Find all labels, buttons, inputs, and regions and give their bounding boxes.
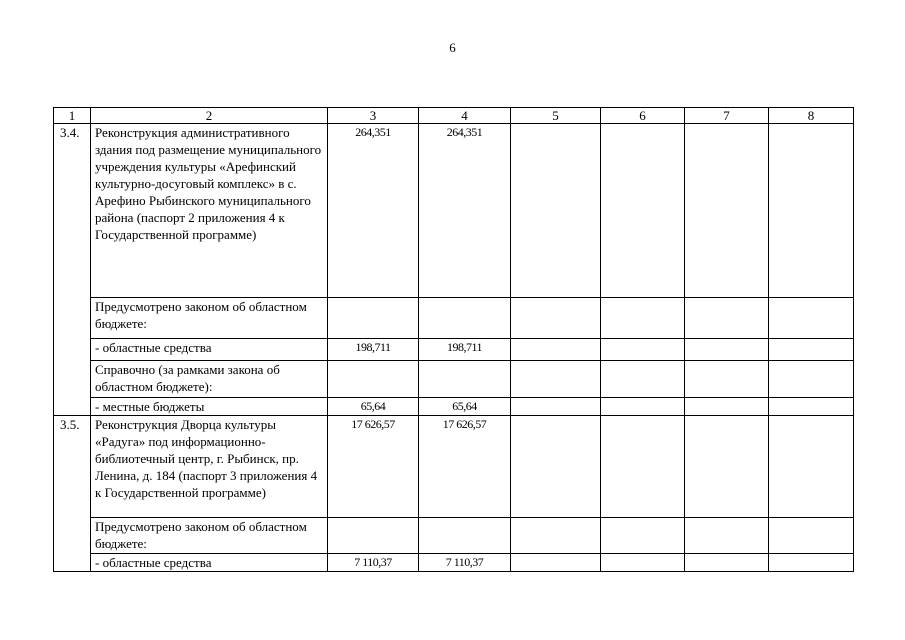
cell-col4: 7 110,37 (419, 554, 511, 572)
cell-col3: 198,711 (328, 339, 419, 361)
cell-col3: 264,351 (328, 124, 419, 298)
row-label: - областные средства (91, 554, 328, 572)
cell-col7 (685, 554, 769, 572)
column-header: 2 (91, 108, 328, 124)
cell-col5 (511, 339, 601, 361)
cell-col7 (685, 124, 769, 298)
cell-col6 (601, 554, 685, 572)
table-row (54, 361, 854, 398)
cell-col5 (511, 361, 601, 398)
cell-col8 (769, 361, 854, 398)
table-row (54, 298, 854, 339)
cell-col5 (511, 518, 601, 554)
row-label: Предусмотрено законом об областном бюджете: (91, 298, 328, 339)
row-label: Предусмотрено законом об областном бюджете: (91, 518, 328, 554)
cell-col6 (601, 398, 685, 416)
column-header: 8 (769, 108, 854, 124)
table-header-row (54, 108, 854, 124)
cell-col3 (328, 361, 419, 398)
row-label: Справочно (за рамками закона об областном бюджете): (91, 361, 328, 398)
row-index: 3.5. (54, 416, 91, 518)
cell-col6 (601, 124, 685, 298)
cell-col7 (685, 361, 769, 398)
row-index (54, 518, 91, 554)
cell-col3: 65,64 (328, 398, 419, 416)
column-header: 4 (419, 108, 511, 124)
row-index (54, 554, 91, 572)
cell-col8 (769, 554, 854, 572)
cell-col3: 7 110,37 (328, 554, 419, 572)
cell-col8 (769, 298, 854, 339)
cell-col7 (685, 398, 769, 416)
cell-col3: 17 626,57 (328, 416, 419, 518)
cell-col6 (601, 416, 685, 518)
column-header: 1 (54, 108, 91, 124)
cell-col3 (328, 298, 419, 339)
cell-col7 (685, 339, 769, 361)
table-row (54, 554, 854, 572)
cell-col6 (601, 361, 685, 398)
cell-col5 (511, 124, 601, 298)
column-header: 5 (511, 108, 601, 124)
cell-col8 (769, 124, 854, 298)
page-number: 6 (449, 40, 456, 55)
cell-col4 (419, 361, 511, 398)
cell-col4 (419, 298, 511, 339)
row-label: Реконструкция административного здания под размещение муниципального учреждения культуры «Арефинский культурно-досуговый комплекс» в с. Арефино Рыбинского муниципального района (паспорт 2 приложения 4 к Государственной программе) (91, 124, 328, 298)
row-label: Реконструкция Дворца культуры «Радуга» под информационно-библиотечный центр, г. Рыбинск, пр. Ленина, д. 184 (паспорт 3 приложения 4 к Государственной программе) (91, 416, 328, 518)
row-index: 3.4. (54, 124, 91, 298)
cell-col4: 17 626,57 (419, 416, 511, 518)
cell-col5 (511, 554, 601, 572)
column-header: 7 (685, 108, 769, 124)
row-label: - областные средства (91, 339, 328, 361)
cell-col6 (601, 339, 685, 361)
table-row (54, 398, 854, 416)
cell-col6 (601, 298, 685, 339)
cell-col4: 198,711 (419, 339, 511, 361)
cell-col5 (511, 298, 601, 339)
cell-col4 (419, 518, 511, 554)
cell-col8 (769, 518, 854, 554)
cell-col8 (769, 398, 854, 416)
cell-col7 (685, 416, 769, 518)
cell-col6 (601, 518, 685, 554)
row-label: - местные бюджеты (91, 398, 328, 416)
column-header: 3 (328, 108, 419, 124)
cell-col8 (769, 416, 854, 518)
cell-col3 (328, 518, 419, 554)
cell-col5 (511, 416, 601, 518)
table-row (54, 339, 854, 361)
column-header: 6 (601, 108, 685, 124)
row-index (54, 298, 91, 339)
cell-col7 (685, 518, 769, 554)
cell-col8 (769, 339, 854, 361)
row-index (54, 361, 91, 398)
cell-col4: 264,351 (419, 124, 511, 298)
cell-col5 (511, 398, 601, 416)
cell-col7 (685, 298, 769, 339)
budget-table (53, 107, 854, 572)
table-row (54, 416, 854, 518)
row-index (54, 398, 91, 416)
row-index (54, 339, 91, 361)
table-row (54, 124, 854, 298)
table-row (54, 518, 854, 554)
cell-col4: 65,64 (419, 398, 511, 416)
